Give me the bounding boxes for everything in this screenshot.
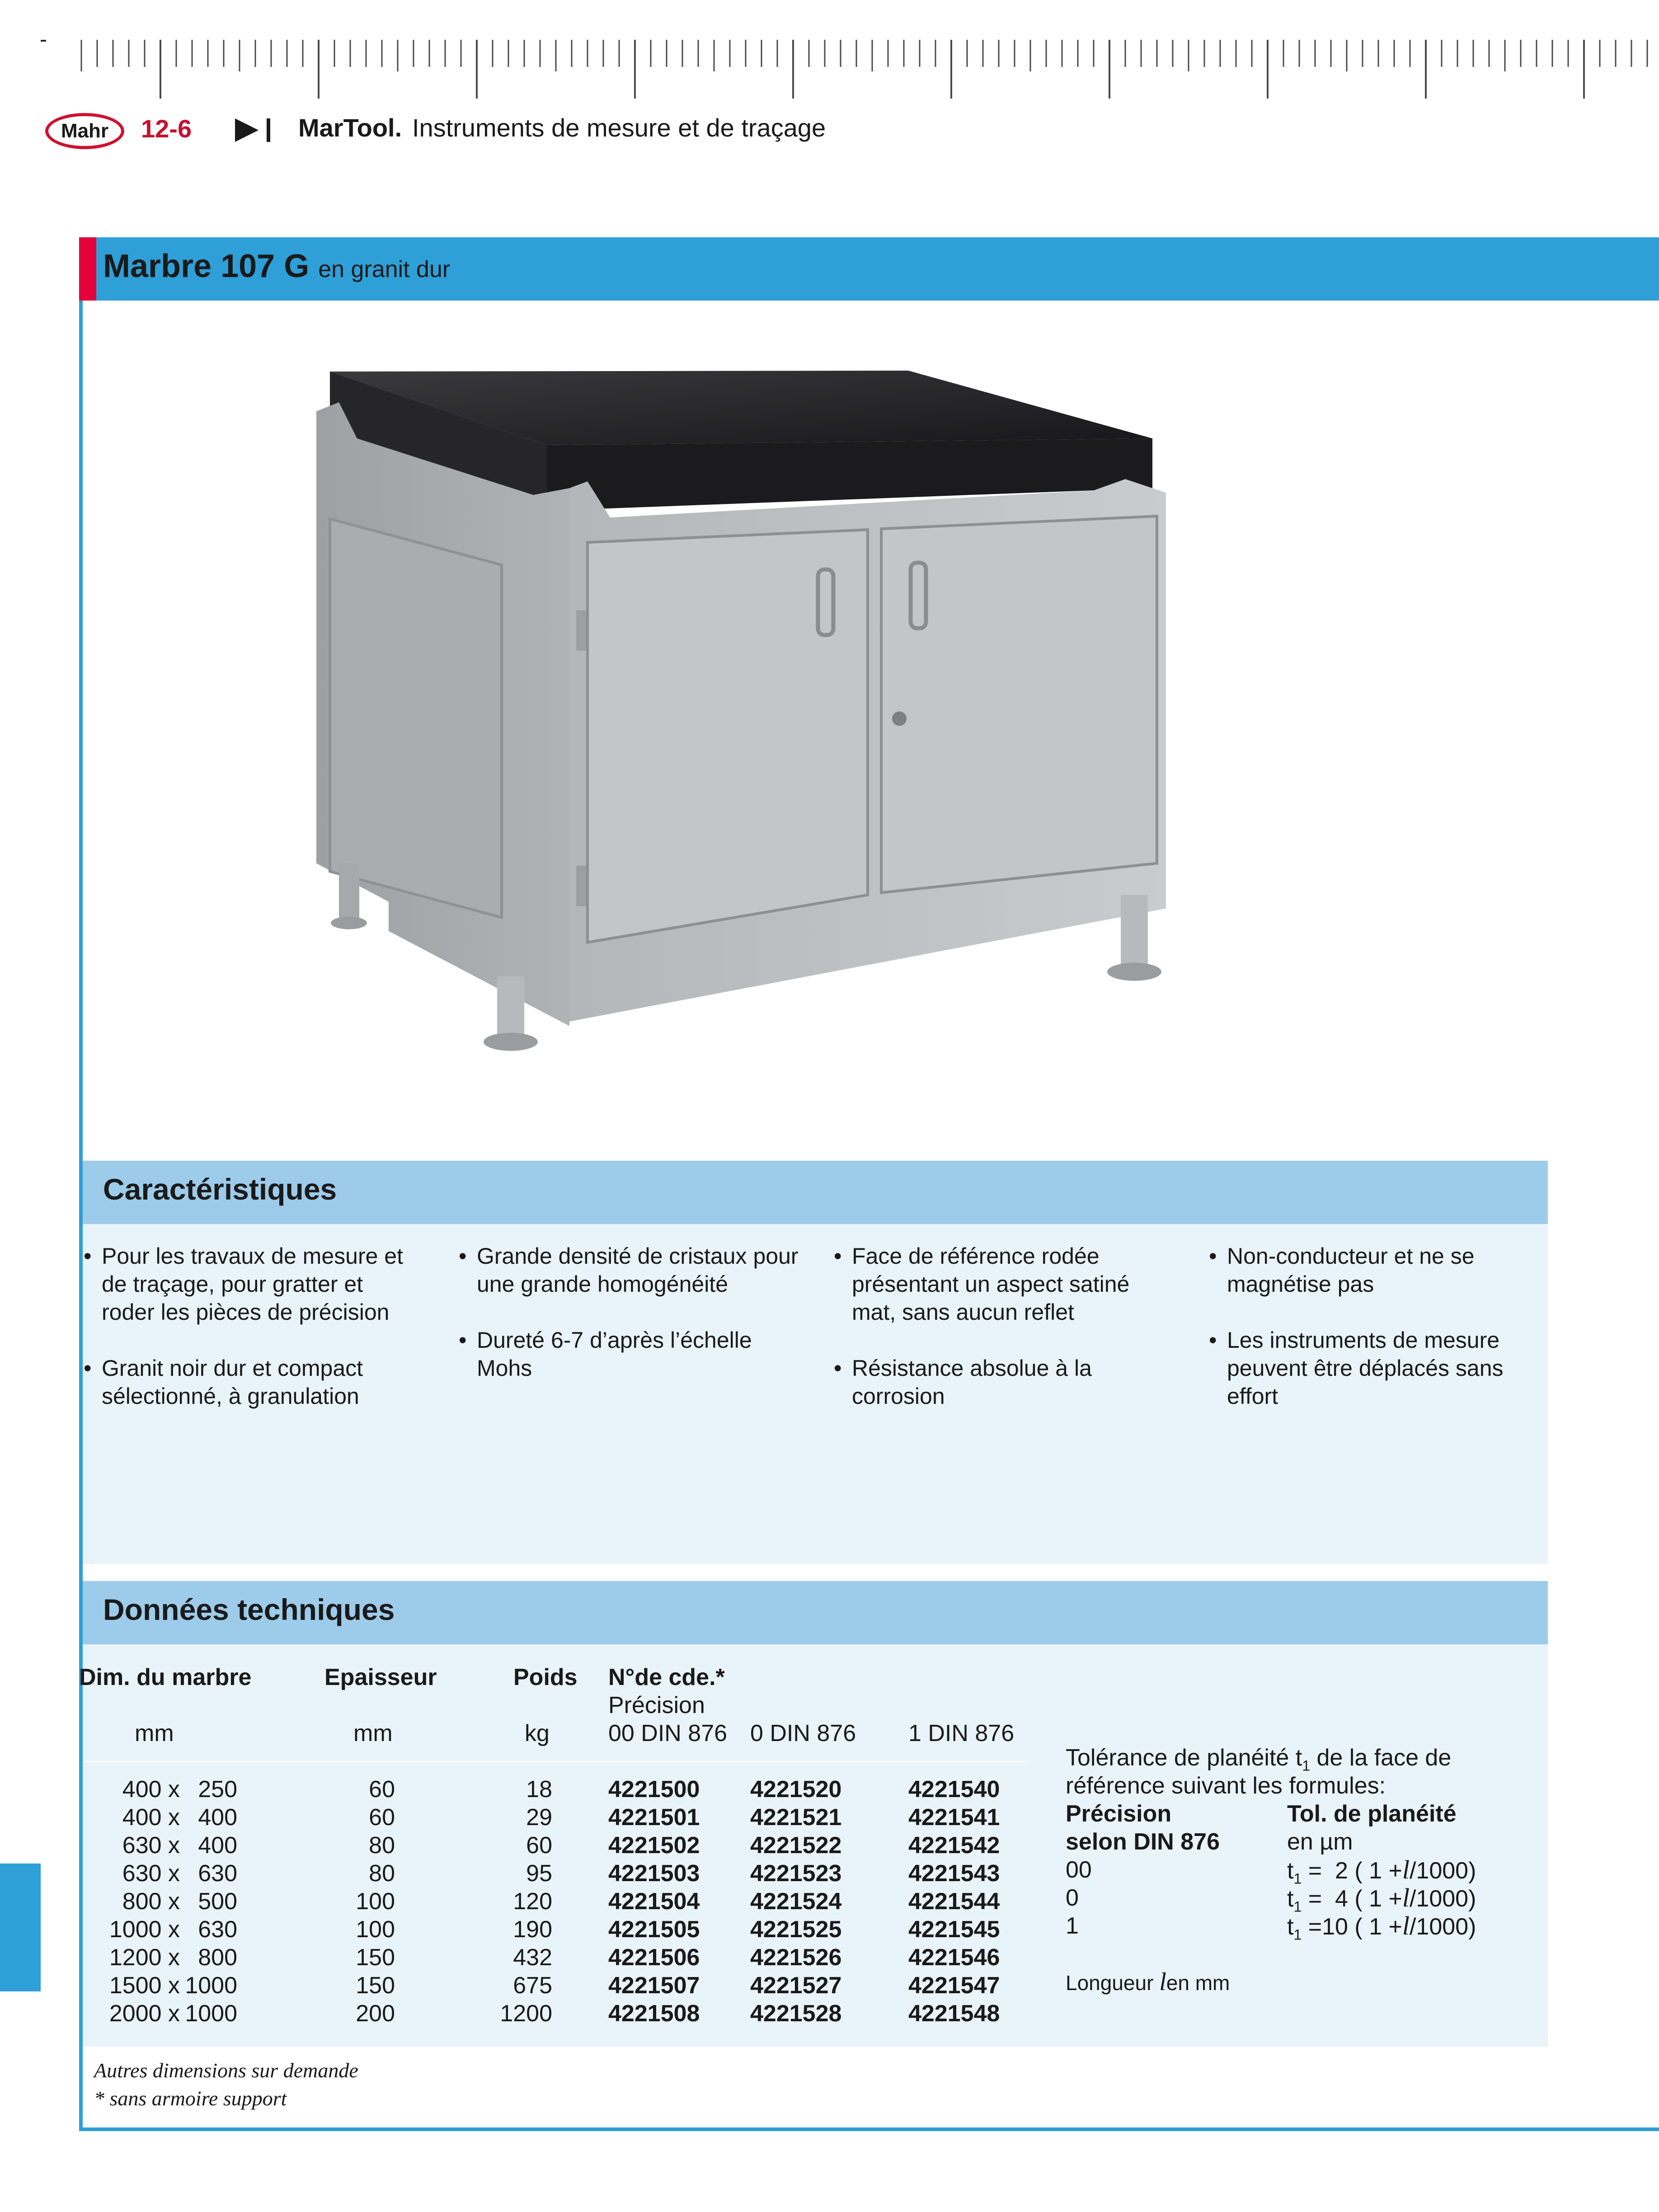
tolerance-intro-line2: référence suivant les formules: [1066,1773,1386,1799]
page-number: 12-6 [141,114,192,143]
cell-order-0: 4221522 [750,1832,842,1859]
formula-body: =10 ( 1 + [1302,1914,1402,1940]
cell-dim-a: 2000 x [109,2000,180,2027]
cell-dim-a: 630 x [122,1832,180,1859]
formula-l: l [1402,1883,1410,1912]
cell-poids: 190 [513,1916,552,1943]
tolerance-precision: 0 [1066,1885,1079,1911]
cell-order-00: 4221503 [608,1860,700,1887]
cell-poids: 95 [526,1860,552,1887]
cell-dim-b: 400 [198,1804,237,1831]
cell-order-00: 4221505 [608,1916,700,1943]
tolerance-row [1066,1911,1476,1943]
formula-t: t [1287,1886,1294,1912]
unit-dim: mm [135,1720,174,1746]
cell-order-1: 4221545 [908,1916,1000,1943]
cell-dim-a: 400 x [122,1804,180,1831]
tolerance-col2-h2: en µm [1287,1829,1353,1855]
cell-order-0: 4221520 [750,1776,842,1803]
cell-poids: 29 [526,1804,552,1831]
tolerance-precision: 00 [1066,1857,1092,1883]
caracteristiques-title: Caractéristiques [103,1172,337,1206]
col-header-dim: Dim. du marbre [79,1664,252,1690]
formula-tail: /1000) [1409,1914,1476,1940]
cell-dim-b: 1000 [185,1972,237,1999]
cell-dim-b: 800 [198,1944,237,1971]
page-marker: - [40,28,47,52]
cell-order-1: 4221547 [908,1972,1000,1999]
footnote-1: Autres dimensions sur demande [94,2059,358,2082]
tolerance-precision: 1 [1066,1913,1079,1939]
feature-item: • Granit noir dur et compact sélectionné, à granulation [84,1354,409,1410]
formula-l: l [1402,1855,1410,1884]
cell-order-00: 4221506 [608,1944,700,1971]
logo-text: Mahr [61,120,109,142]
formula-body: = 2 ( 1 + [1302,1858,1402,1884]
unit-poids: kg [525,1720,550,1746]
tolerance-rows [1066,1855,1476,1943]
tolerance-intro-text-2: de la face de [1310,1745,1452,1771]
longueur-l: l [1159,1968,1166,1996]
feature-item: • Face de référence rodée présentant un aspect satiné mat, sans aucun reflet [834,1242,1159,1326]
cell-dim-b: 630 [198,1860,237,1887]
cell-dim-a: 1200 x [109,1944,180,1971]
cell-epaisseur: 80 [369,1860,395,1887]
cell-order-00: 4221507 [608,1972,700,1999]
cell-epaisseur: 100 [356,1916,395,1943]
header-subtitle: Instruments de mesure et de traçage [412,113,826,142]
cell-poids: 675 [513,1972,552,1999]
cell-order-0: 4221527 [750,1972,842,1999]
tolerance-row [1066,1855,1476,1887]
cell-order-00: 4221502 [608,1832,700,1859]
col-header-poids: Poids [513,1664,578,1690]
product-name: Marbre 107 G [103,248,310,284]
cell-order-0: 4221521 [750,1804,842,1831]
cell-order-0: 4221524 [750,1888,842,1915]
feature-item: • Les instruments de mesure peuvent être déplacés sans effort [1209,1326,1534,1410]
cell-order-1: 4221542 [908,1832,1000,1859]
cell-epaisseur: 80 [369,1832,395,1859]
cell-epaisseur: 100 [356,1888,395,1915]
footnote-2: * sans armoire support [94,2087,287,2110]
cell-poids: 120 [513,1888,552,1915]
cell-order-00: 4221500 [608,1776,700,1803]
cell-order-00: 4221504 [608,1888,700,1915]
product-subtitle: en granit dur [318,256,451,282]
cell-dim-a: 1000 x [109,1916,180,1943]
cell-dim-b: 630 [198,1916,237,1943]
cell-dim-a: 1500 x [109,1972,180,1999]
formula-sub: 1 [1293,1898,1302,1915]
feature-item: • Grande densité de cristaux pour une grande homogénéité [459,1242,811,1298]
footnotes [94,2057,358,2113]
feature-item: • Résistance absolue à la corrosion [834,1354,1159,1410]
col-header-p1: 1 DIN 876 [908,1720,1015,1746]
feature-item: • Non-conducteur et ne se magnétise pas [1209,1242,1534,1298]
cell-order-1: 4221548 [908,2000,1000,2027]
donnees-title: Données techniques [103,1593,395,1626]
longueur-unit: en mm [1166,1971,1230,1995]
formula-l: l [1402,1911,1410,1940]
tolerance-intro [1066,1744,1451,1772]
cell-dim-b: 500 [198,1888,237,1915]
formula-t: t [1287,1914,1294,1940]
cell-order-0: 4221526 [750,1944,842,1971]
formula-t: t [1287,1858,1294,1884]
tolerance-col2-h1: Tol. de planéité [1287,1801,1457,1827]
formula-tail: /1000) [1409,1886,1476,1912]
longueur-text: Longueur [1066,1971,1154,1995]
formula-tail: /1000) [1409,1858,1476,1884]
cell-dim-a: 800 x [122,1888,180,1915]
cell-epaisseur: 150 [356,1972,395,1999]
cell-order-1: 4221541 [908,1804,1000,1831]
longueur-note [1066,1968,1451,1996]
col-header-p0: 0 DIN 876 [750,1720,856,1746]
cell-poids: 18 [526,1776,552,1803]
cell-poids: 1200 [500,2000,552,2027]
cell-order-0: 4221523 [750,1860,842,1887]
cell-order-1: 4221543 [908,1860,1000,1887]
tolerance-box [1066,1744,1476,1996]
cell-dim-b: 1000 [185,2000,237,2027]
cell-order-1: 4221544 [908,1888,1000,1915]
tolerance-col1-h1: Précision [1066,1801,1172,1827]
cell-epaisseur: 200 [356,2000,395,2027]
cell-order-0: 4221525 [750,1916,842,1943]
cell-dim-a: 400 x [122,1776,180,1803]
tolerance-col1-h2: selon DIN 876 [1066,1829,1220,1855]
unit-epaisseur: mm [353,1720,393,1746]
cell-dim-b: 250 [198,1776,237,1803]
cell-order-00: 4221501 [608,1804,700,1831]
tolerance-intro-text: Tolérance de planéité t [1066,1745,1302,1771]
cell-epaisseur: 150 [356,1944,395,1971]
cell-order-1: 4221546 [908,1944,1000,1971]
cell-order-1: 4221540 [908,1776,1000,1803]
cell-epaisseur: 60 [369,1776,395,1803]
cell-epaisseur: 60 [369,1804,395,1831]
feature-item: • Pour les travaux de mesure et de traçage, pour gratter et roder les pièces de précision [84,1242,409,1326]
col-header-ncde: N°de cde.* [608,1664,725,1690]
formula-body: = 4 ( 1 + [1302,1886,1402,1912]
cell-poids: 60 [526,1832,552,1859]
formula-sub: 1 [1293,1870,1302,1887]
tolerance-head-1 [1066,1800,1457,1828]
col-header-p00: 00 DIN 876 [608,1720,728,1746]
tolerance-row [1066,1883,1476,1915]
col-header-precision: Précision [608,1692,705,1718]
tolerance-intro-sub: 1 [1302,1757,1311,1774]
frame-bottom-border [79,2127,1659,2131]
cell-poids: 432 [513,1944,552,1971]
formula-sub: 1 [1293,1926,1302,1943]
cell-order-00: 4221508 [608,2000,700,2027]
cell-order-0: 4221528 [750,2000,842,2027]
col-header-epaisseur: Epaisseur [324,1664,437,1690]
cell-dim-b: 400 [198,1832,237,1859]
cell-dim-a: 630 x [122,1860,180,1887]
feature-item: • Dureté 6-7 d’après l’échelle Mohs [459,1326,811,1382]
tolerance-head-2 [1066,1828,1451,1856]
header-brand: MarTool. [298,113,402,142]
